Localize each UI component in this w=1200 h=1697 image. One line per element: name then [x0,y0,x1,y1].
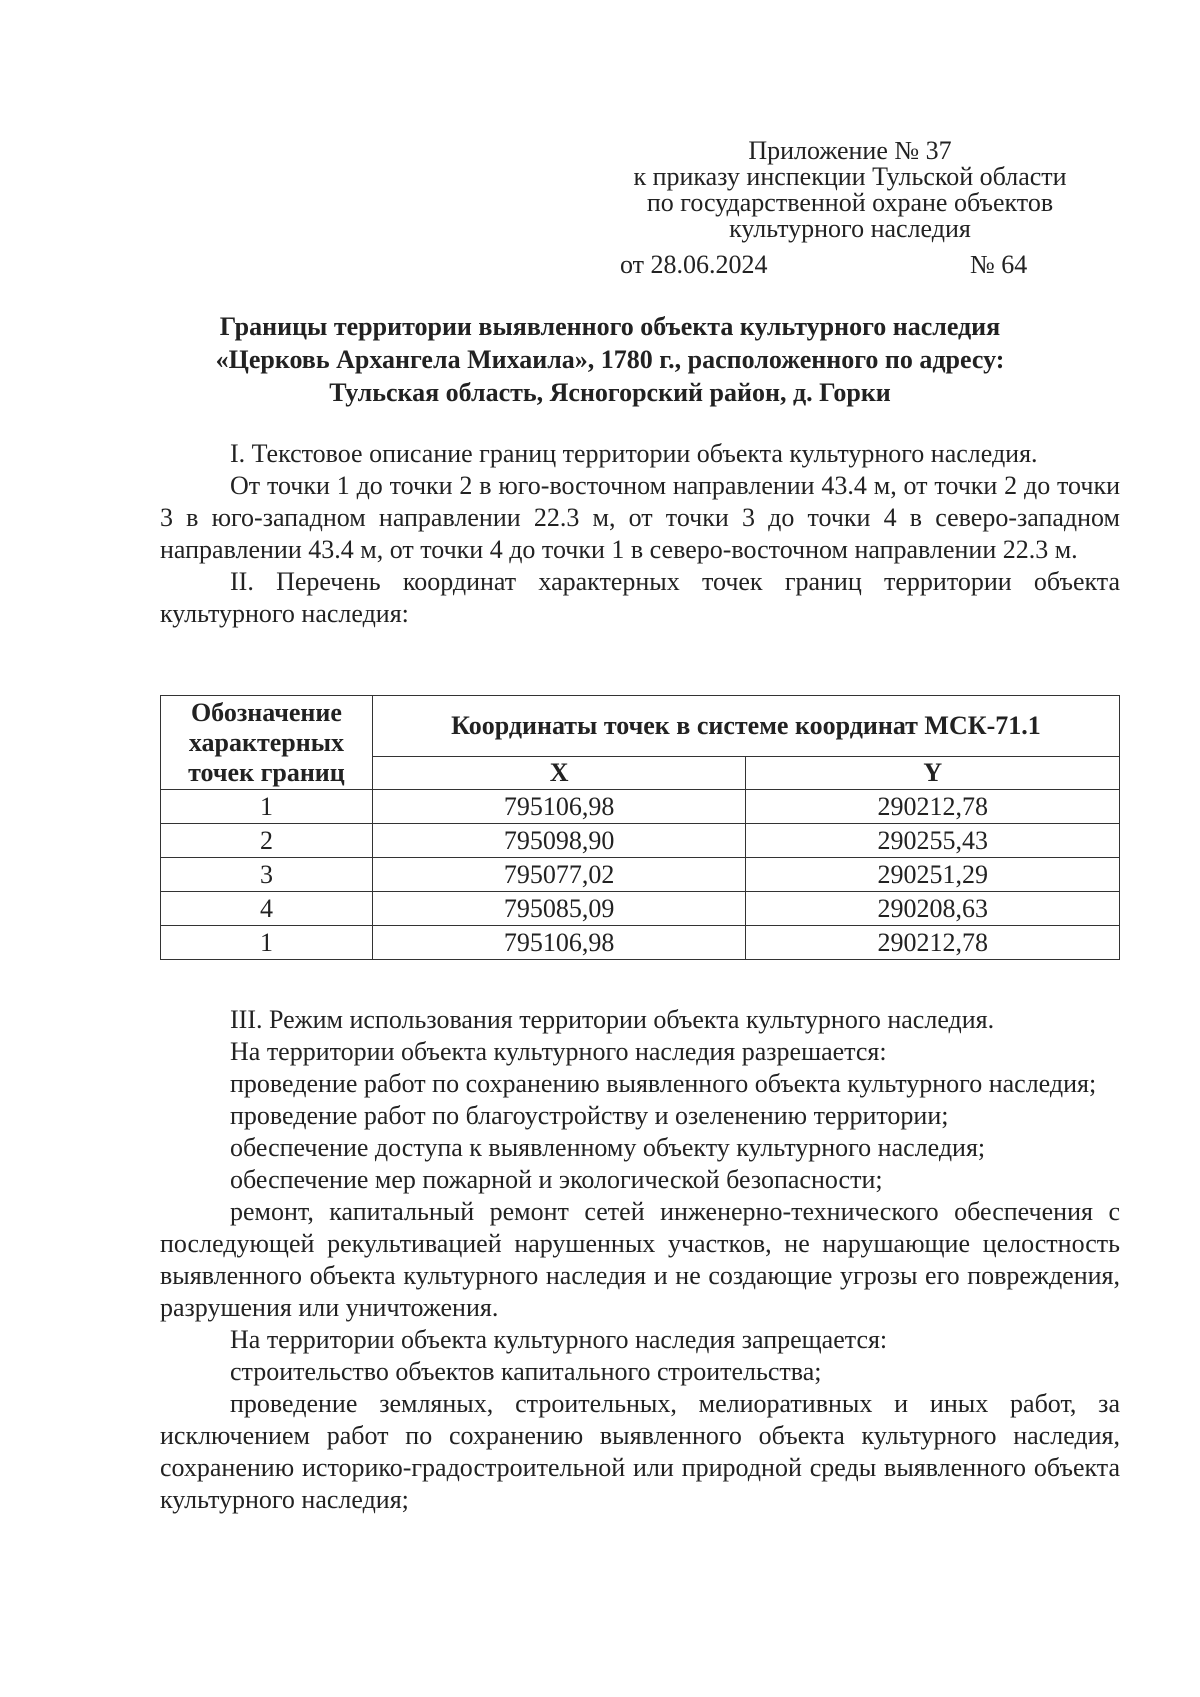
y-header: Y [746,757,1120,790]
y-coordinate: 290212,78 [746,790,1120,824]
point-label: 1 [161,790,373,824]
forbidden-intro: На территории объекта культурного наследия запрещается: [230,1325,888,1354]
y-coordinate: 290208,63 [746,892,1120,926]
x-header: X [372,757,746,790]
annex-heritage-line: культурного наследия [729,214,971,243]
x-coordinate: 795106,98 [372,790,746,824]
table-row [161,824,1120,858]
point-label: 4 [161,892,373,926]
point-label: 3 [161,858,373,892]
title-line-1: Границы территории выявленного объекта культурного наследия [219,312,1001,341]
x-coordinate: 795098,90 [372,824,746,858]
table-row [161,790,1120,824]
section-2-heading: II. Перечень координат характерных точек границ территории объекта культурного наследия: [160,567,1120,628]
allowed-item: проведение работ по благоустройству и озеленению территории; [230,1101,949,1130]
allowed-item: проведение работ по сохранению выявленного объекта культурного наследия; [230,1069,1097,1098]
section-1-heading: I. Текстовое описание границ территории объекта культурного наследия. [230,439,1038,468]
table-header-row [161,696,1120,757]
document-title [160,310,1060,409]
title-line-2: «Церковь Архангела Михаила», 1780 г., расположенного по адресу: [215,345,1005,374]
allowed-item: обеспечение доступа к выявленному объекту культурного наследия; [230,1133,986,1162]
allowed-item: обеспечение мер пожарной и экологической безопасности; [230,1165,883,1194]
x-coordinate: 795077,02 [372,858,746,892]
order-date: от 28.06.2024 [620,250,768,279]
y-coordinate: 290212,78 [746,926,1120,960]
forbidden-item: строительство объектов капитального строительства; [230,1357,822,1386]
point-label: 1 [161,926,373,960]
coordinate-system-header: Координаты точек в системе координат МСК-71.1 [372,696,1119,757]
section-1 [160,438,1120,630]
annex-header [590,138,1110,282]
coordinates-table [160,695,1120,960]
order-number: № 64 [970,250,1028,279]
annex-date-row [590,252,1110,282]
table-row [161,892,1120,926]
section-1-body: От точки 1 до точки 2 в юго-восточном направлении 43.4 м, от точки 2 до точки 3 в юго-западном направлении 22.3 м, от точки 3 до точки 4 в северо-западном направлении 43.4 м, от точки 4 до точки 1 в северо-восточном направлении 22.3 м. [160,471,1120,564]
section-3 [160,1004,1120,1516]
annex-authority-line: по государственной охране объектов [646,188,1054,217]
forbidden-item: проведение земляных, строительных, мелиоративных и иных работ, за исключением работ по сохранению выявленного объекта культурного наследия, сохранению историко-градостроительной или природной среды выявленного объекта культурного наследия; [160,1389,1120,1514]
x-coordinate: 795085,09 [372,892,746,926]
title-line-3: Тульская область, Ясногорский район, д. Горки [329,378,891,407]
y-coordinate: 290251,29 [746,858,1120,892]
annex-order-line: к приказу инспекции Тульской области [633,162,1067,191]
allowed-intro: На территории объекта культурного наследия разрешается: [230,1037,887,1066]
allowed-item: ремонт, капитальный ремонт сетей инженерно-технического обеспечения с последующей рекультивацией нарушенных участков, не нарушающие целостность выявленного объекта культурного наследия и не создающие угрозы его повреждения, разрушения или уничтожения. [160,1197,1120,1322]
point-label-header: Обозначение характерных точек границ [161,696,373,790]
point-label: 2 [161,824,373,858]
table-row [161,926,1120,960]
section-3-heading: III. Режим использования территории объекта культурного наследия. [230,1005,995,1034]
y-coordinate: 290255,43 [746,824,1120,858]
table-row [161,858,1120,892]
annex-number-line: Приложение № 37 [748,136,952,165]
x-coordinate: 795106,98 [372,926,746,960]
